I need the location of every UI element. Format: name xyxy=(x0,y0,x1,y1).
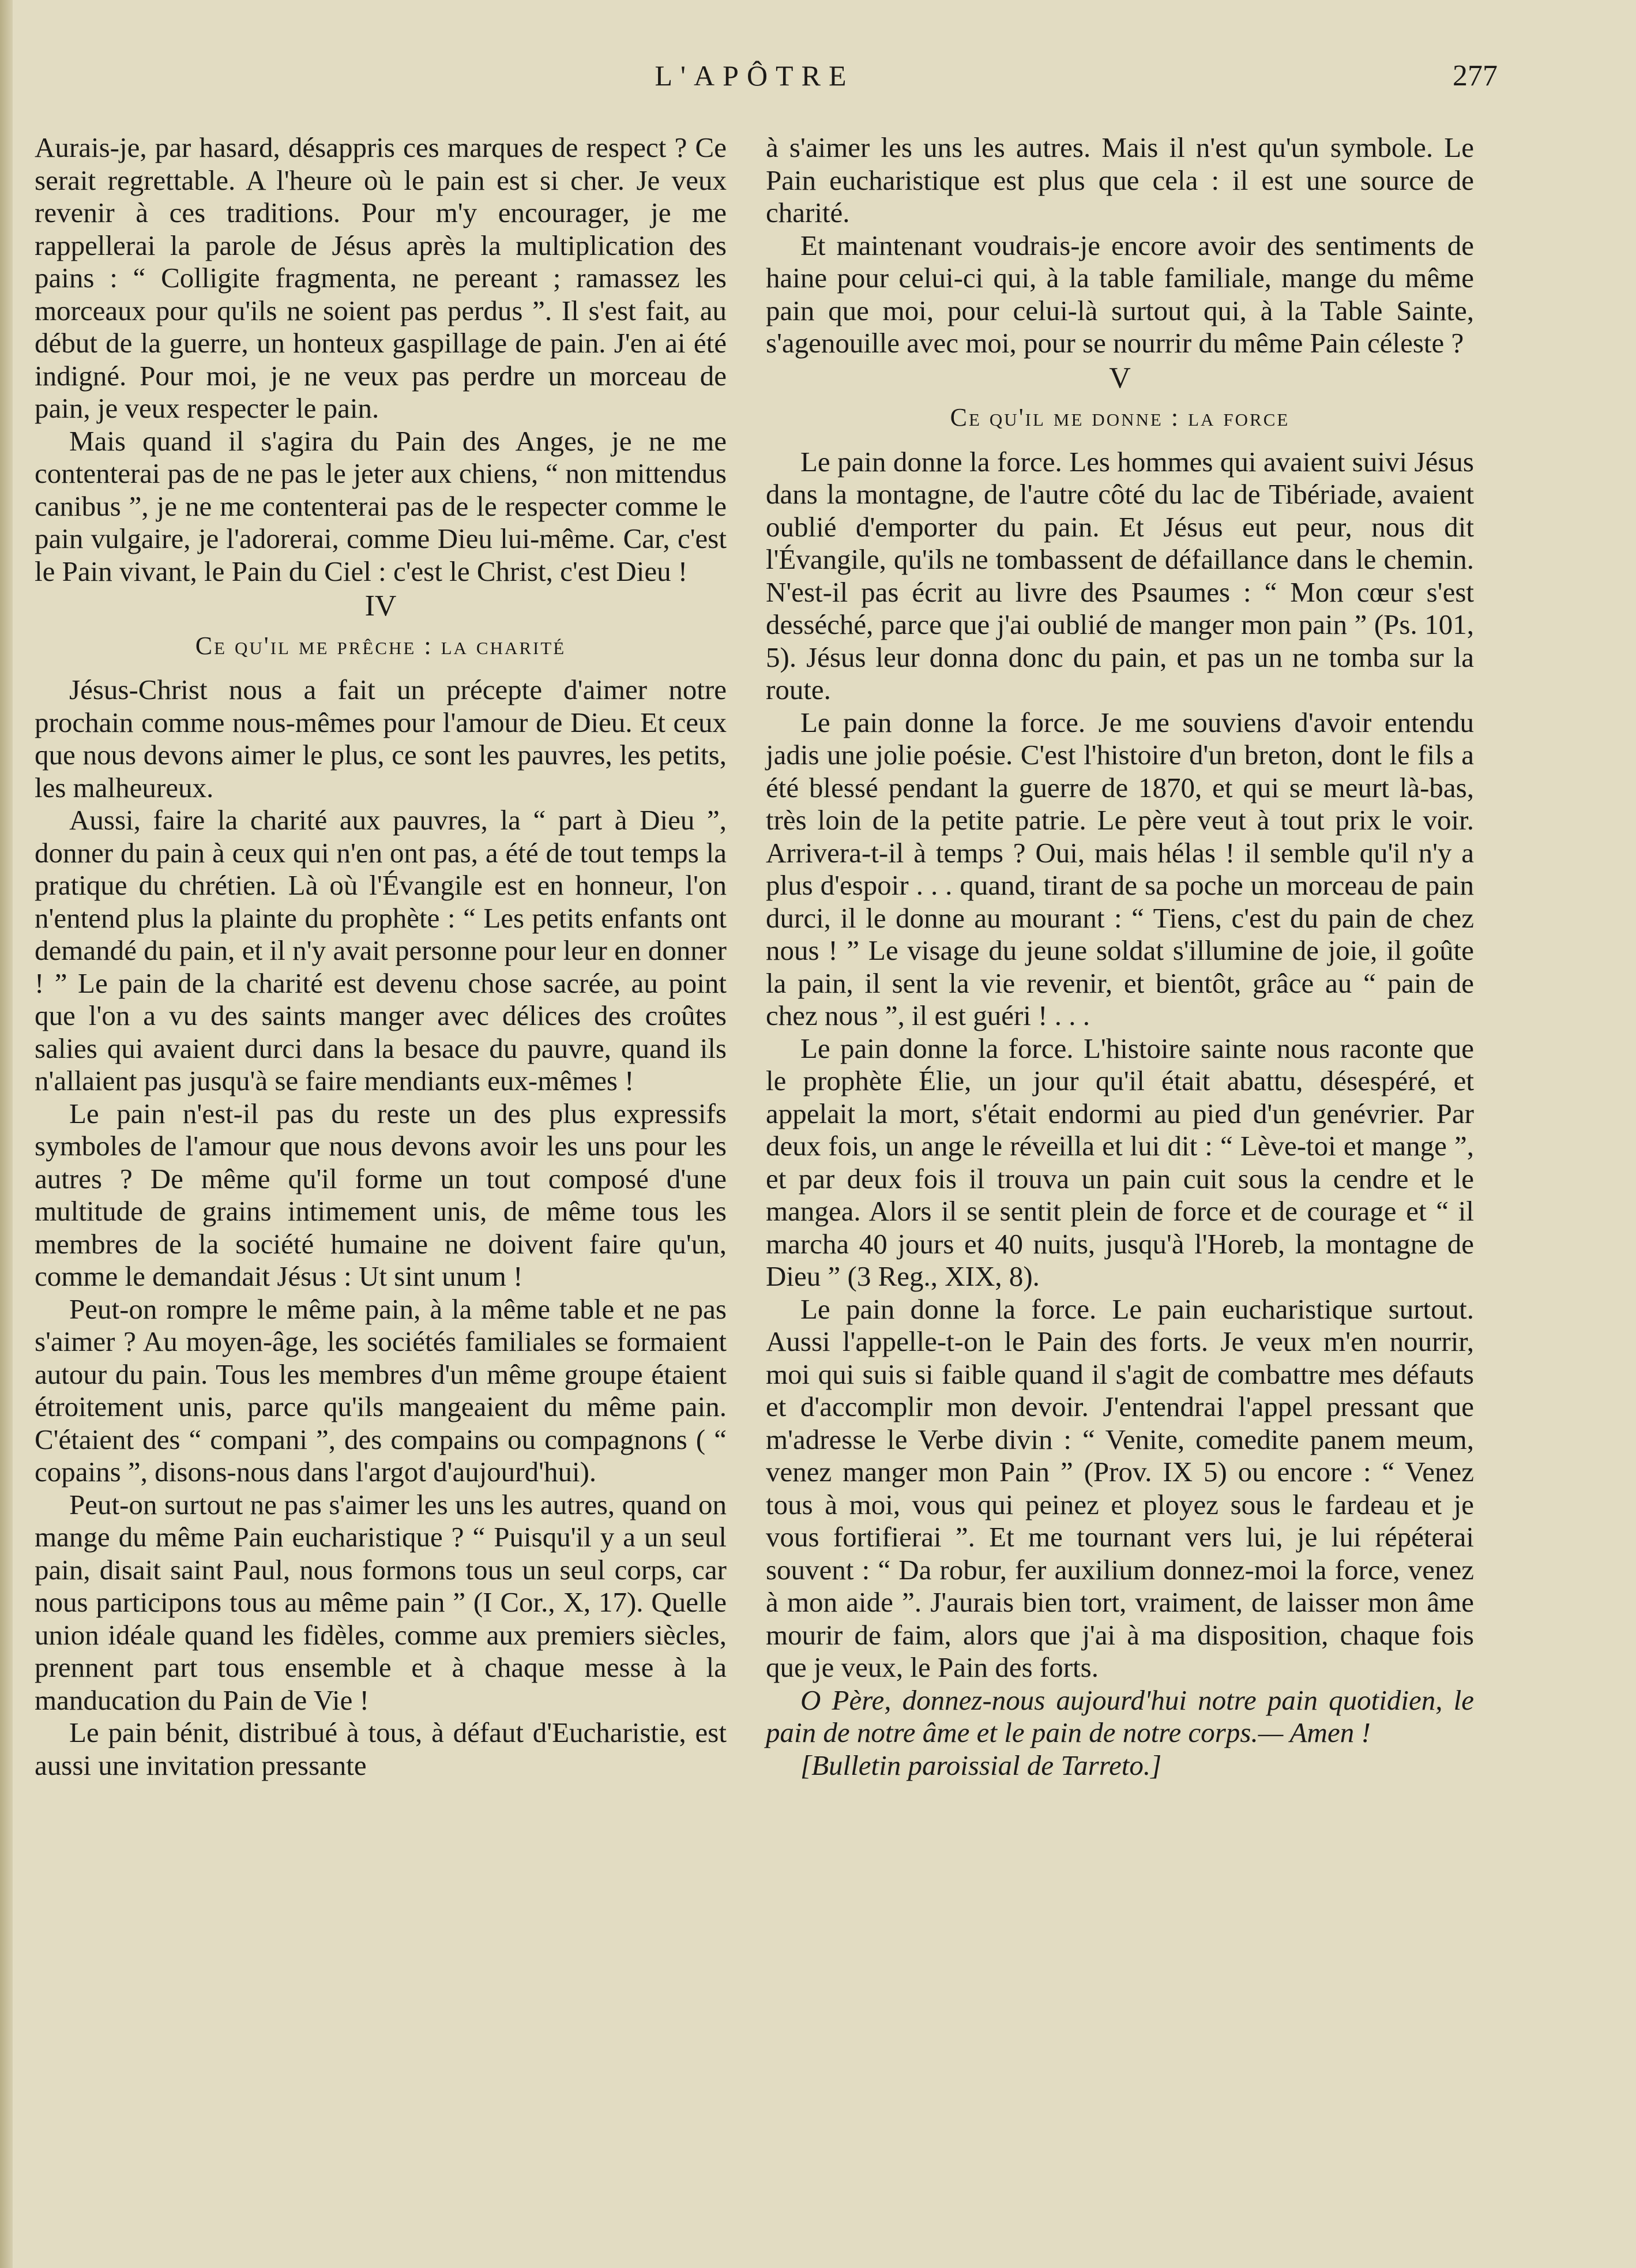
section-heading: Ce qu'il me donne : la force xyxy=(950,403,1290,431)
paragraph: Aurais-je, par hasard, désappris ces marques de respect ? Ce serait regrettable. A l'heure où le pain est si cher. Je veux revenir à ces traditions. Pour m'y encourager, je me rappellerai la parole de Jésus après la multiplication des pains : “ Colligite fragmenta, ne pereant ; ramassez les morceaux pour qu'ils ne soient pas perdus ”. Il s'est fait, au début de la guerre, un honteux gaspillage de pain. J'en ai été indigné. Pour moi, je ne veux pas perdre un morceau de pain, je veux respecter le pain. xyxy=(35,132,727,424)
paragraph: Jésus-Christ nous a fait un précepte d'aimer notre prochain comme nous-mêmes pour l'amour de Dieu. Et ceux que nous devons aimer le plus, ce sont les pauvres, les petits, les malheureux. xyxy=(35,674,727,803)
paragraph: Le pain donne la force. Le pain eucharistique surtout. Aussi l'appelle-t-on le Pain des forts. Je veux m'en nourrir, moi qui suis si faible quand il s'agit de combattre mes défauts et d'accomplir mon devoir. J'entendrai l'appel pressant que m'adresse le Verbe divin : “ Venite, comedite panem meum, venez manger mon Pain ” (Prov. IX 5) ou encore : “ Venez tous à moi, vous qui peinez et ployez sous le fardeau et je vous fortifierai ”. Et me tournant vers lui, je lui répéterai souvent : “ Da robur, fer auxilium donnez-moi la force, venez à mon aide ”. J'aurais bien tort, vraiment, de laisser mon âme mourir de faim, alors que j'ai à ma disposition, chaque fois que je veux, le Pain des forts. xyxy=(766,1293,1474,1683)
left-column xyxy=(35,132,727,1782)
paragraph: Le pain donne la force. Les hommes qui avaient suivi Jésus dans la montagne, de l'autre côté du lac de Tibériade, avaient oublié d'emporter du pain. Et Jésus eut peur, nous dit l'Évangile, qu'ils ne tombassent de défaillance dans le chemin. N'est-il pas écrit au livre des Psaumes : “ Mon cœur s'est desséché, parce que j'ai oublié de manger mon pain ” (Ps. 101, 5). Jésus leur donna donc du pain, et pas un ne tomba sur la route. xyxy=(766,445,1474,705)
section-numeral: V xyxy=(1109,361,1131,395)
paragraph: Mais quand il s'agira du Pain des Anges, je ne me contenterai pas de ne pas le jeter aux chiens, “ non mittendus canibus ”, je ne me contenterai pas de le respecter comme le pain vulgaire, je l'adorerai, comme Dieu lui-même. Car, c'est le Pain vivant, le Pain du Ciel : c'est le Christ, c'est Dieu ! xyxy=(35,425,727,587)
section-heading: Ce qu'il me prêche : la charité xyxy=(195,631,566,660)
paragraph: Et maintenant voudrais-je encore avoir des sentiments de haine pour celui-ci qui, à la table familiale, mange du même pain que moi, pour celui-là surtout qui, à la Table Sainte, s'agenouille avec moi, pour se nourrir du même Pain céleste ? xyxy=(766,229,1474,359)
closing-prayer: O Père, donnez-nous aujourd'hui notre pain quotidien, le pain de notre âme et le pain de notre corps.— Amen ! xyxy=(766,1684,1474,1748)
journal-title: L'APÔTRE xyxy=(655,59,855,92)
paragraph: Peut-on surtout ne pas s'aimer les uns les autres, quand on mange du même Pain eucharistique ? “ Puisqu'il y a un seul pain, disait saint Paul, nous formons tous un seul corps, car nous participons tous au même pain ” (I Cor., X, 17). Quelle union idéale quand les fidèles, comme aux premiers siècles, prennent part tous ensemble et à chaque messe à la manducation du Pain de Vie ! xyxy=(35,1488,727,1716)
paragraph: Le pain n'est-il pas du reste un des plus expressifs symboles de l'amour que nous devons avoir les uns pour les autres ? De même qu'il forme un tout composé d'une multitude de grains intimement unis, de même tous les membres de la société humaine ne doivent faire qu'un, comme le demandait Jésus : Ut sint unum ! xyxy=(35,1097,727,1292)
paragraph: Le pain donne la force. Je me souviens d'avoir entendu jadis une jolie poésie. C'est l'histoire d'un breton, dont le fils a été blessé pendant la guerre de 1870, et qui se meurt là-bas, très loin de la petite patrie. Le père veut à tout prix le voir. Arrivera-t-il à temps ? Oui, mais hélas ! il semble qu'il n'y a plus d'espoir . . . quand, tirant de sa poche un morceau de pain durci, il le donne au mourant : “ Tiens, c'est du pain de chez nous ! ” Le visage du jeune soldat s'illumine de joie, il goûte la pain, il sent la vie revenir, et bientôt, grâce au “ pain de chez nous ”, il est guéri ! . . . xyxy=(766,706,1474,1031)
scan-binding-edge xyxy=(0,0,13,2268)
paragraph: Peut-on rompre le même pain, à la même table et ne pas s'aimer ? Au moyen-âge, les sociétés familiales se formaient autour du pain. Tous les membres d'un même groupe étaient étroitement unis, parce qu'ils mangeaient du même pain. C'étaient des “ compani ”, des compains ou compagnons ( “ copains ”, disons-nous dans l'argot d'aujourd'hui). xyxy=(35,1293,727,1488)
section-numeral: IV xyxy=(364,589,397,622)
right-column xyxy=(766,132,1474,1782)
paragraph: Aussi, faire la charité aux pauvres, la “ part à Dieu ”, donner du pain à ceux qui n'en ont pas, a été de tout temps la pratique du chrétien. Là où l'Évangile est en honneur, l'on n'entend plus la plainte du prophète : “ Les petits enfants ont demandé du pain, et il n'y avait personne pour leur en donner ! ” Le pain de la charité est devenu chose sacrée, au point que l'on a vu des saints manger avec délices des croûtes salies qui avaient durci dans la besace du pauvre, quand ils n'allaient pas jusqu'à se faire mendiants eux-mêmes ! xyxy=(35,804,727,1097)
paragraph: à s'aimer les uns les autres. Mais il n'est qu'un symbole. Le Pain eucharistique est plus que cela : il est une source de charité. xyxy=(766,132,1474,228)
source-citation: [Bulletin paroissial de Tarreto.] xyxy=(800,1749,1162,1781)
running-header xyxy=(35,53,1498,99)
page-number: 277 xyxy=(1453,59,1498,92)
paragraph: Le pain bénit, distribué à tous, à défaut d'Eucharistie, est aussi une invitation pressante xyxy=(35,1717,727,1781)
paragraph: Le pain donne la force. L'histoire sainte nous raconte que le prophète Élie, un jour qu'il était abattu, désespéré, et appelait la mort, s'était endormi au pied d'un genévrier. Par deux fois, un ange le réveilla et lui dit : “ Lève-toi et mange ”, et par deux fois il trouva un pain cuit sous la cendre et le mangea. Alors il se sentit plein de force et de courage et “ il marcha 40 jours et 40 nuits, jusqu'à l'Horeb, la montagne de Dieu ” (3 Reg., XIX, 8). xyxy=(766,1032,1474,1292)
